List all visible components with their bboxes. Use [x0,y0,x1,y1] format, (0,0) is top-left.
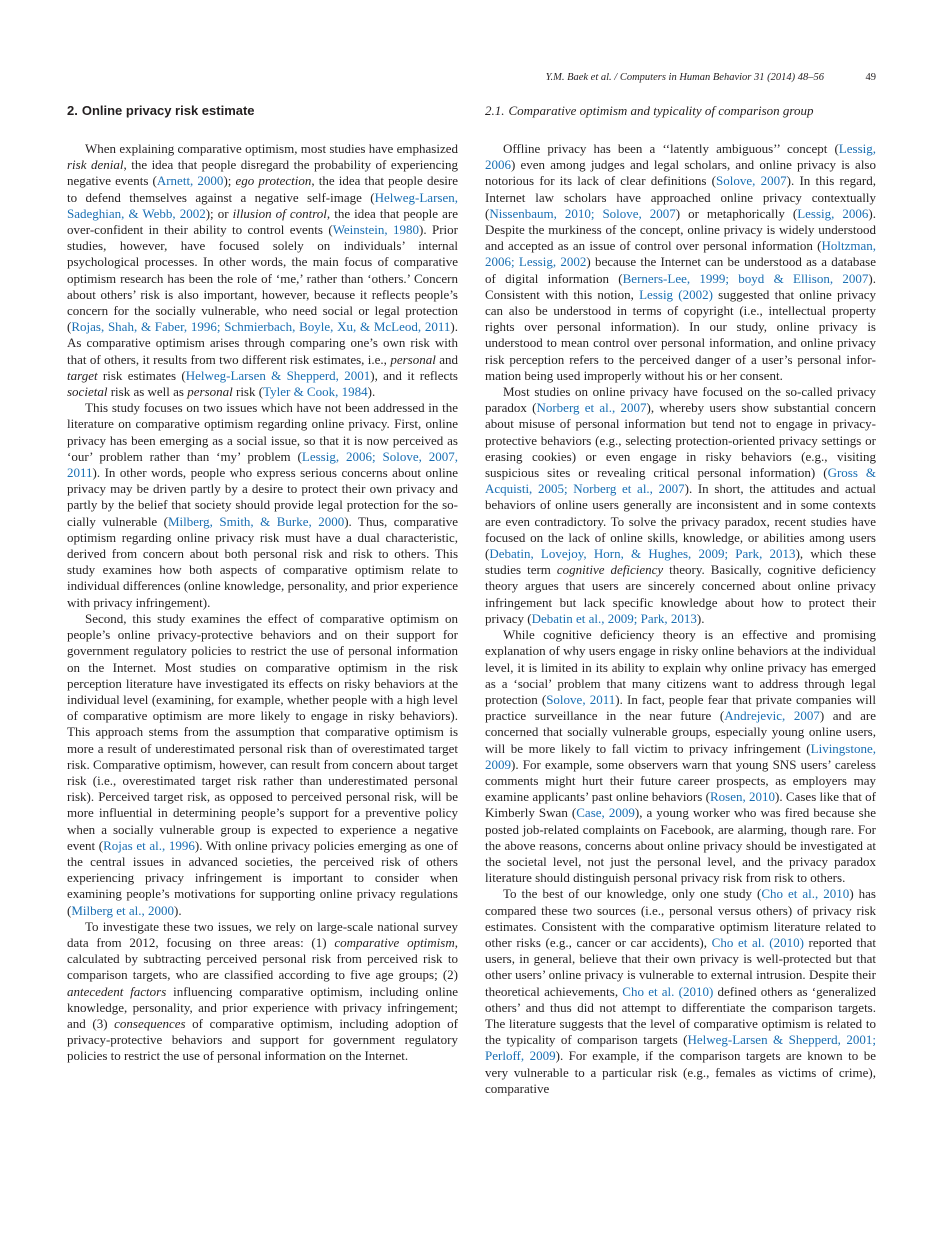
text-run: ). Consistent with this notion, [485,270,876,302]
italic-term: comparative optimism [334,934,455,950]
citation-link[interactable]: Norberg et al., 2007 [536,400,647,416]
text-run: ). In short, the attitudes and actual behaviors of online users generally are inconsistent and in some contexts are even contradictory. To solve the privacy paradox, recent studies have focused on the lack of online skills, knowledge, or abilities among users ( [485,481,877,562]
italic-term: illusion of control [232,205,327,221]
subsection-number: 2.1. [485,103,505,118]
running-head [67,72,876,88]
citation-link[interactable]: Berners-Lee, 1999; boyd & Ellison, 2007 [622,270,869,286]
text-run: ) even among judges and legal scholars, and online privacy is also notorious for its lack of clear definitions ( [485,157,876,189]
citation-link[interactable]: Rojas et al., 1996 [103,837,195,853]
subsection-title: Comparative optimism and typicality of comparison group [508,103,814,118]
citation-link[interactable]: Nissenbaum, 2010; Solove, 2007 [489,205,676,221]
text-run: ). Despite the murkiness of the concept, online privacy is widely understood and accepted as an issue of control over personal information ( [485,205,876,254]
text-run: ). [696,610,705,626]
text-run: risk ( [232,384,264,400]
text-run: ). For example, if the comparison targets are known to be very vulnerable to a particular risk (e.g., females as victims of crime), comparative [485,1048,876,1096]
text-run: ). For example, some observers warn that young SNS users’ careless comments might hurt their future career prospects, as employers may examine applicants’ past online behaviors ( [485,756,876,805]
text-run: This study focuses on two issues which have not been addressed in the literature on comparative optimism regarding online privacy. First, online privacy has been emerging as a social issue, so that it is now perceived as ‘our’ problem rather than ‘my’ problem ( [67,400,458,464]
citation-link[interactable]: Milberg, Smith, & Burke, 2000 [168,513,345,529]
text-run: ). Cases like that of Kimberly Swan ( [485,789,876,821]
text-run: ). In fact, people fear that private companies will practice surveillance in the near future ( [485,691,876,724]
section-number: 2. [67,103,78,118]
text-run: ), whereby users show substantial concern about misuse of personal information but tend not to engage in privacy-protective behaviors (e.g., selecting protection-oriented privacy settings or erasing cookies) or even engage in risky behaviors (e.g., visiting suspicious sites or revealing critical personal information) ( [485,400,876,481]
paragraph [485,141,876,384]
citation-link[interactable]: Helweg-Larsen & Shepperd, 2001; Perloff, 2009 [485,1032,876,1064]
citation-link[interactable]: Helweg-Larsen & Shepperd, 2001 [185,367,371,383]
paragraph [67,611,458,919]
italic-term: ego protection [235,173,312,189]
citation-link[interactable]: Livingstone, 2009 [485,740,876,772]
citation-link[interactable]: Cho et al. (2010) [711,934,804,950]
text-run: To the best of our knowledge, only one study ( [503,886,762,902]
paragraph [485,627,876,886]
citation-link[interactable]: Andrejevic, 2007 [724,708,820,724]
citation-link[interactable]: Case, 2009 [576,805,635,821]
citation-link[interactable]: Lessig, 2006 [797,205,869,221]
right-column-body [485,141,876,1097]
citation-link[interactable]: Milberg et al., 2000 [71,902,175,918]
italic-term: personal [187,384,233,400]
text-run: Most studies on online privacy have focused on the so-called privacy paradox ( [485,384,876,416]
citation-link[interactable]: Gross & Acquisti, 2005; Norberg et al., 2007 [485,465,876,497]
citation-link[interactable]: Lessig (2002) [639,286,713,302]
text-run: ) has compared these two sources (i.e., personal versus others) of privacy risk estimates. Consistent with the comparative optimism literature related to other risks (e.g., cancer or car accidents), [485,886,876,950]
text-run: While cognitive deficiency theory is an effective and promising explanation of why users engage in risky online behaviors at the individual level, it is limited in its ability to explain why online privacy has emerged as a ‘social’ problem that many citizens want to address through legal protection ( [485,627,876,707]
text-run: ) because the Internet can be understood as a database of digital information ( [485,254,877,286]
text-run: ). [174,902,182,918]
italic-term: societal [67,384,108,400]
text-run: Second, this study examines the effect of comparative optimism on people’s online privacy-protective behaviors and on their support for government regulatory policies to restrict the use of personal information on the Internet. Most studies on comparative optimism in the risk perception literature have investigated its effects on risky behaviors at the individual level (examining, for example, whether people with a high level of comparative optimism are more likely to engage in risky behaviors). This approach stems from the assumption that comparative optimism is more a result of underestimated personal risk than of overestimated target risk. Comparative optimism, however, can result from concern about target risk (i.e., overestimated target risk rather than underestimated personal risk). Perceived target risk, as opposed to perceived personal risk, will be more influential in determining people’s support for a preventive policy when a socially vulnerable group is expected to experience a negative event ( [67,610,458,853]
text-run: ). [367,384,376,400]
citation-link[interactable]: Solove, 2011 [546,691,616,707]
text-run: risk as well as [107,384,188,400]
text-run: ), and it reflects [370,367,458,383]
left-column-body [67,141,458,1065]
citation-link[interactable]: Rosen, 2010 [709,789,776,805]
paragraph [485,886,876,1097]
citation-link[interactable]: Arnett, 2000 [156,173,224,189]
text-run: ); or [205,205,233,221]
italic-term: consequences [114,1015,186,1031]
text-run: ). With online privacy policies emerging as one of the central issues in advanced societies, the perceived risk of others experiencing privacy infringement is important to consider when examining people’s motivations for supporting online privacy regulations ( [67,837,458,918]
citation-link[interactable]: Holtzman, 2006; Lessig, 2002 [485,238,876,270]
italic-term: cognitive deficiency [556,562,664,578]
citation-link[interactable]: Debatin et al., 2009; Park, 2013 [531,610,697,626]
section-heading [67,103,458,121]
paragraph [485,384,876,627]
text-run: theory. Basically, cognitive deficiency theory argues that users are sincerely concerned about online privacy infringement but lack specific knowledge about how to protect their privacy ( [485,562,877,626]
text-run: ) or metaphorically ( [675,205,798,221]
citation-link[interactable]: Tyler & Cook, 1984 [263,384,368,400]
text-run: influencing comparative optimism, including online knowledge, personality, and prior experience with privacy infringement; and (3) [67,983,458,1031]
text-run: To investigate these two issues, we rely on large-scale national survey data from 2012, focusing on three areas: (1) [67,918,458,950]
text-run: suggested that online privacy can also be understood in terms of copyright (i.e., intellectual property rights over personal information). In our study, online privacy is understood to mean control over personal information, and online privacy risk perception refers to the perceived danger of a user’s personal information being used improperly without his or her consent. [485,286,876,383]
citation-link[interactable]: Weinstein, 1980 [332,222,420,238]
right-column [485,103,876,1097]
text-run: ). As comparative optimism arises through comparing one’s own risk with that of others, it results from two different risk estimates, i.e., [67,319,458,367]
citation-link[interactable]: Rojas, Shah, & Faber, 1996; Schmierbach, Boyle, Xu, & McLeod, 2011 [71,319,451,335]
left-column [67,103,458,1065]
text-run: ). Prior studies, however, have focused solely on individuals’ internal psychological processes. In other words, the main focus of comparative optimism research has been the role of ‘me,’ rather than ‘others.’ Concern about others’ risk is also important, however, because it reflects people’s concern for the socially vulnerable, who need social or legal protection ( [67,222,458,335]
text-run: ). Thus, comparative optimism regarding online privacy risk must have a dual characteristic, derived from concern about both personal risk and risk to others. This study examines how both aspects of comparative optimism relate to individual differences (online knowledge, personality, and prior experience with privacy infringement). [67,513,458,610]
paragraph [67,141,458,400]
text-run: defined others as ‘generalized others’ and thus did not attempt to differentiate the comparison targets. The literature suggests that the level of comparative optimism is related to the typicality of comparison targets ( [485,983,877,1048]
text-run: risk estimates ( [97,367,186,383]
italic-term: target [67,367,98,383]
page-number: 49 [865,72,876,83]
citation-link[interactable]: Cho et al. (2010) [622,983,714,999]
text-run: and [435,351,458,367]
text-run: ). In other words, people who express serious concerns about online privacy may be driven partly by a desire to protect their own privacy and partly by the belief that society should provide legal protection for the socially vulnerable ( [67,465,458,529]
italic-term: personal [390,351,436,367]
citation-link[interactable]: Debatin, Lovejoy, Horn, & Hughes, 2009; Park, 2013 [489,546,796,562]
text-run: reported that users, in general, believe that their own privacy is well-protected but that other users’ online privacy is vulnerable to external intrusion. Despite their theoretical achievements, [485,934,877,999]
text-run: ), a young worker who was fired because she posted job-related complaints on Facebook, are alarming, though rare. For the above reasons, concerns about online privacy should be investigated at the societal level, not just the personal level, and the privacy paradox literature should distinguish personal privacy risk from risk to others. [485,805,876,886]
text-run: ). In this regard, Internet law scholars have approached online privacy contextually ( [485,173,876,221]
text-run: , the idea that people disregard the probability of experiencing negative events ( [67,157,458,189]
italic-term: risk denial [67,157,124,173]
journal-citation: Y.M. Baek et al. / Computers in Human Behavior 31 (2014) 48–56 [545,72,824,83]
citation-link[interactable]: Cho et al., 2010 [761,886,850,902]
text-run: , the idea that people desire to defend themselves against a negative self-image ( [67,173,458,205]
citation-link[interactable]: Lessig, 2006; Solove, 2007, 2011 [67,448,458,481]
paragraph [67,400,458,611]
text-run: , calculated by subtracting perceived personal risk from perceived risk to comparison targets, who are classified according to five age groups; (2) [67,934,458,983]
text-run: , the idea that people are over-confident in their ability to control events ( [67,205,458,238]
citation-link[interactable]: Helweg-Larsen, Sadeghian, & Webb, 2002 [67,189,458,221]
text-run: ); [223,173,236,189]
citation-link[interactable]: Lessig, 2006 [485,141,876,173]
text-run: of comparative optimism, including adoption of privacy-protective behaviors and support for government regulatory policies to restrict the use of personal information on the Internet. [67,1015,458,1064]
subsection-heading [485,103,876,121]
text-run: When explaining comparative optimism, most studies have emphasized [85,141,458,156]
text-run: ) and are concerned that socially vulnerable groups, especially young online users, will be more likely to fall victim to privacy infringement ( [485,708,876,756]
text-run: Offline privacy has been a ‘‘latently ambiguous’’ concept ( [503,141,839,156]
section-title: Online privacy risk estimate [81,103,255,118]
citation-link[interactable]: Solove, 2007 [715,173,787,189]
paragraph [67,919,458,1065]
italic-term: antecedent factors [67,983,167,999]
text-run: ), which these studies term [485,546,877,578]
